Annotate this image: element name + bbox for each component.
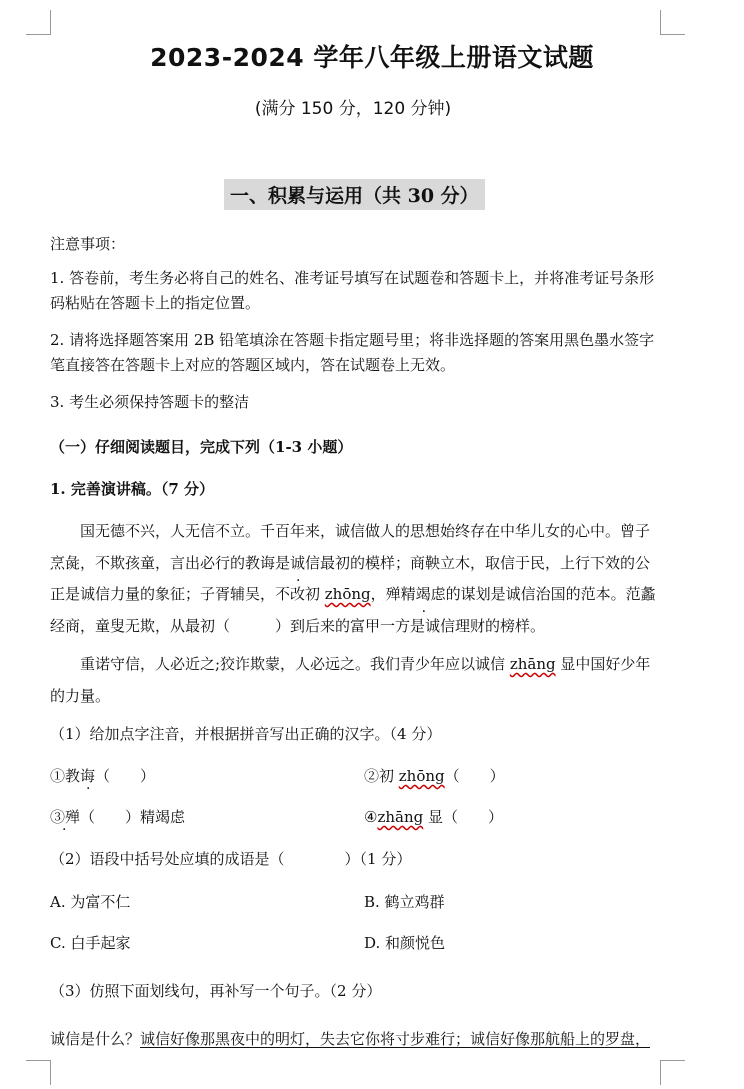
notice-heading: 注意事项： [50, 235, 126, 253]
notice-item-1: 1. 答卷前，考生务必将自己的姓名、准考证号填写在试题卷和答题卡上，并将准考证号条形码粘贴在答题卡上的指定位置。 [50, 269, 655, 312]
sub-question-1: （1）给加点字注音，并根据拼音写出正确的汉字。（4 分） [50, 725, 442, 743]
dotted-char: 诲 · [260, 554, 275, 572]
fill-option-4: ④zhāng 显（ ） [364, 808, 504, 826]
notice-item-3: 3. 考生必须保持答题卡的整洁 [50, 393, 250, 411]
fill-option-3: ③殚 ·（ ）精竭虑 [50, 807, 185, 827]
corner-mark-bottom-left [26, 1060, 51, 1085]
corner-mark-top-left [26, 10, 51, 35]
passage-paragraph-2: 重诺守信，人必近之;狡诈欺蒙，人必远之。我们青少年应以诚信 zhāng 显中国好少年的力量。 [50, 655, 651, 705]
section-heading: 一、积累与运用（共 30 分） [224, 179, 485, 210]
fill-option-1: ①教诲（ ） [50, 767, 156, 785]
exam-title: 2023-2024 学年八年级上册语文试题 [150, 43, 594, 72]
dotted-char: 殚 · [386, 585, 401, 603]
passage-paragraph-1: 国无德不兴，人无信不立。千百年来，诚信做人的思想始终存在中华儿女的心中。曾子烹彘，不欺孩童，言出必行的教诲 ·是诚信最初的模样；商鞅立木，取信于民，上行下效的公正是诚信力量的象征；子胥辅吴，不改初 zhōng，殚 ·精竭虑的谋划是诚信治国的范本。范蠡经商，童叟无欺，从最初（ ）到后来的富甲一方是诚信理财的榜样。 [50, 516, 660, 642]
pinyin-zhang: zhāng [509, 655, 556, 673]
choice-a: A. 为富不仁 [50, 893, 131, 911]
corner-mark-top-right [660, 10, 685, 35]
exam-subtitle: (满分 150 分，120 分钟) [254, 99, 452, 119]
choice-d: D. 和颜悦色 [364, 934, 446, 952]
fill-option-2: ②初 zhōng（ ） [364, 767, 505, 785]
imitation-sentence: 诚信是什么？诚信好像那黑夜中的明灯，失去它你将寸步难行；诚信好像那航船上的罗盘， [50, 1030, 651, 1048]
choice-b: B. 鹤立鸡群 [364, 893, 445, 911]
part-heading: （一）仔细阅读题目，完成下列（1-3 小题） [50, 438, 353, 456]
question-1-title: 1. 完善演讲稿。（7 分） [50, 480, 215, 498]
pinyin-zhong: zhōng [324, 585, 371, 603]
choice-c: C. 白手起家 [50, 934, 131, 952]
underlined-sentence: 诚信好像那黑夜中的明灯，失去它你将寸步难行；诚信好像那航船上的罗盘， [140, 1030, 651, 1048]
sub-question-2: （2）语段中括号处应填的成语是（ ）（1 分） [50, 850, 412, 868]
corner-mark-bottom-right [660, 1060, 685, 1085]
sub-question-3: （3）仿照下面划线句，再补写一个句子。（2 分） [50, 982, 382, 1000]
notice-item-2: 2. 请将选择题答案用 2B 铅笔填涂在答题卡指定题号里；将非选择题的答案用黑色墨水签字笔直接答在答题卡上对应的答题区域内，答在试题卷上无效。 [50, 331, 655, 374]
